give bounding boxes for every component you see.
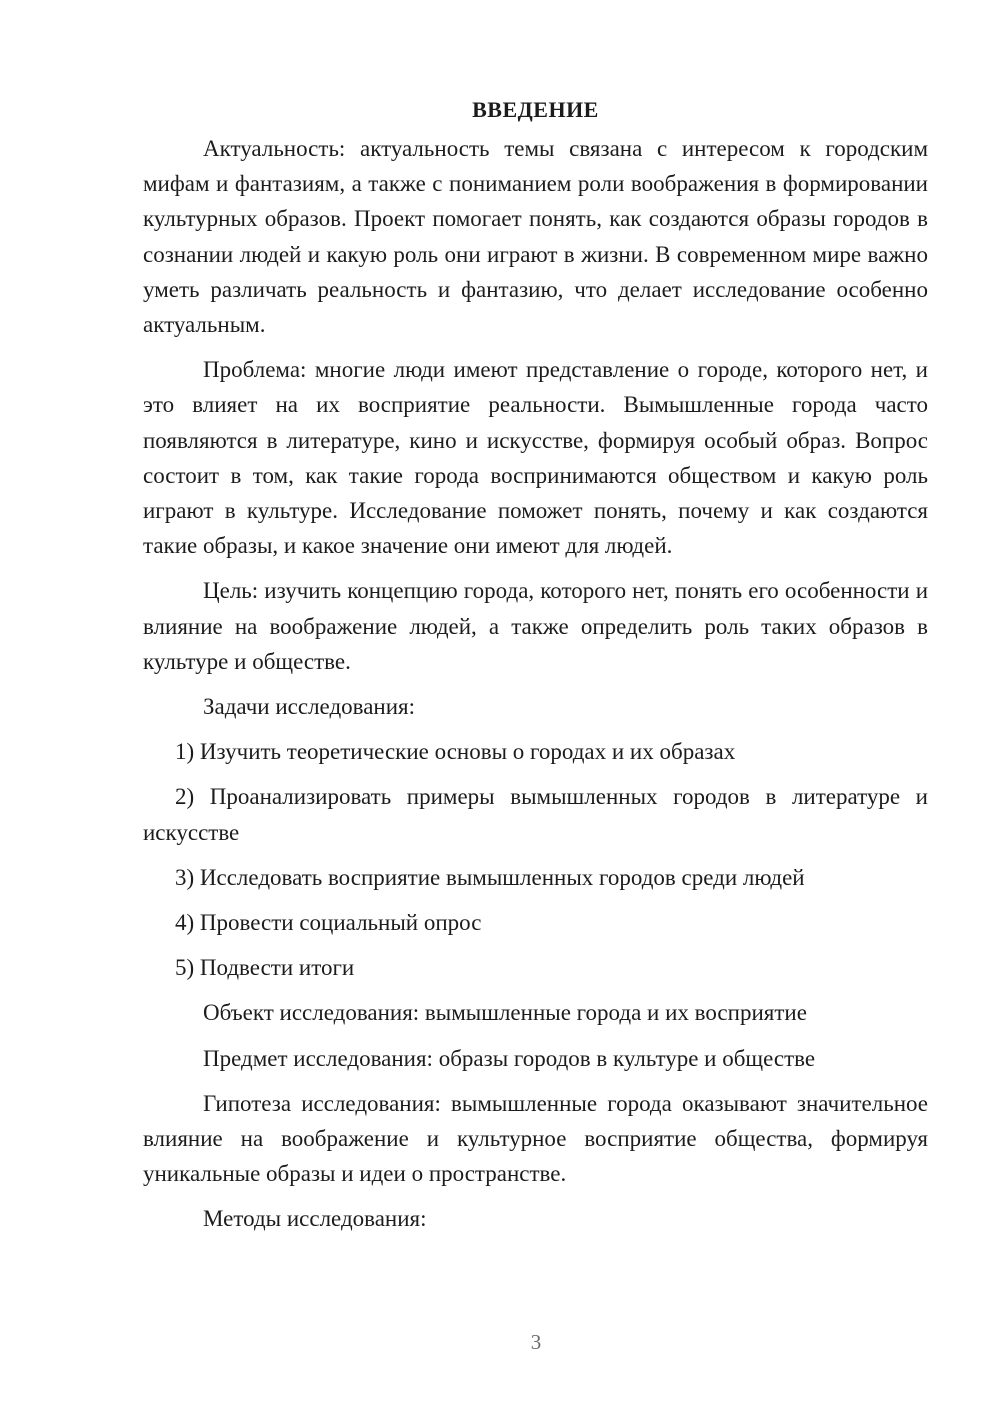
task-item-5: 5) Подвести итоги	[175, 955, 355, 981]
section-heading: ВВЕДЕНИЕ	[472, 97, 599, 122]
paragraph-object: Объект исследования: вымышленные города и их восприятие	[203, 1000, 807, 1026]
methods-title: Методы исследования:	[203, 1206, 427, 1232]
task-item-4: 4) Провести социальный опрос	[175, 910, 482, 936]
paragraph-subject: Предмет исследования: образы городов в культуре и обществе	[203, 1045, 816, 1071]
task-item-1: 1) Изучить теоретические основы о городах и их образах	[175, 739, 736, 765]
page-content	[143, 92, 928, 1247]
page-number: 3	[530, 1330, 542, 1354]
task-item-2: 2) Проанализировать примеры вымышленных городов в литературе и искусстве	[143, 784, 928, 845]
paragraph-problem: Проблема: многие люди имеют представление о городе, которого нет, и это влияет на их восприятие реальности. Вымышленные города часто появляются в литературе, кино и искусстве, формируя особый образ. Вопрос состоит в том, как такие города воспринимаются обществом и какую роль играют в культуре. Исследование поможет понять, почему и как создаются такие образы, и какое значение они имеют для людей.	[143, 357, 928, 559]
paragraph-goal: Цель: изучить концепцию города, которого нет, понять его особенности и влияние на воображение людей, а также определить роль таких образов в культуре и обществе.	[143, 578, 928, 674]
task-item-3: 3) Исследовать восприятие вымышленных городов среди людей	[175, 864, 805, 890]
paragraph-relevance: Актуальность: актуальность темы связана с интересом к городским мифам и фантазиям, а также с пониманием роли воображения в формировании культурных образов. Проект помогает понять, как создаются образы городов в сознании людей и какую роль они играют в жизни. В современном мире важно уметь различать реальность и фантазию, что делает исследование особенно актуальным.	[143, 136, 928, 338]
paragraph-hypothesis: Гипотеза исследования: вымышленные города оказывают значительное влияние на воображение и культурное восприятие общества, формируя уникальные образы и идеи о пространстве.	[143, 1090, 928, 1187]
tasks-title: Задачи исследования:	[203, 694, 416, 720]
